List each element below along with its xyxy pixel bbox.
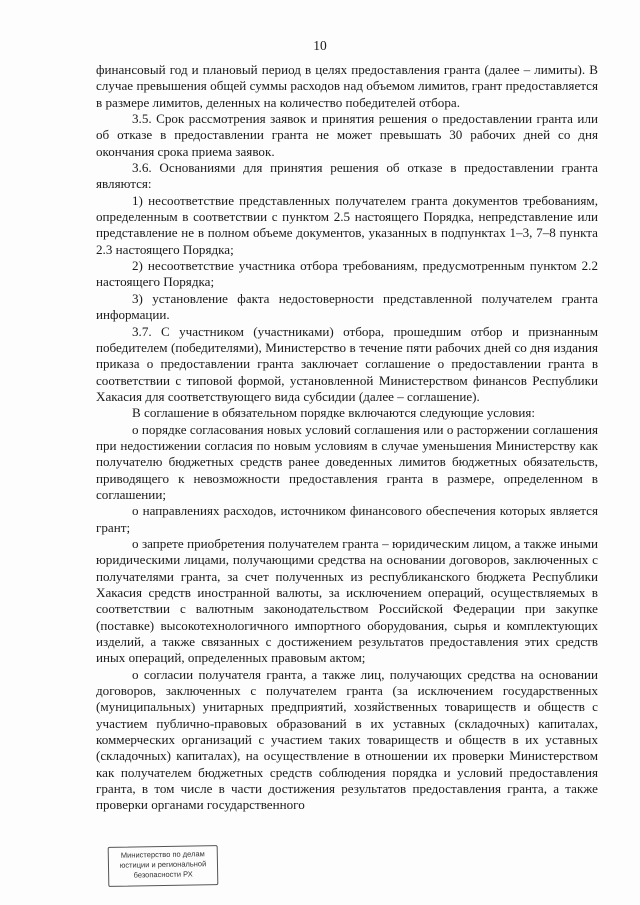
paragraph: 2) несоответствие участника отбора требованиям, предусмотренным пунктом 2.2 настоящего Порядка; [96,258,598,290]
paragraph: о порядке согласования новых условий соглашения или о расторжении соглашения при недостижении согласия по новым условиям в случае уменьшения Министерству как получателю бюджетных средств ранее доведенных лимитов бюджетных обязательств, приводящего к невозможности предоставления гранта в размере, определенном в соглашении; [96,421,598,502]
paragraph: финансовый год и плановый период в целях предоставления гранта (далее – лимиты). В случае превышения общей суммы расходов над объемом лимитов, грант предоставляется в размере лимитов, деленных на количество победителей отбора. [96,62,598,110]
page-number: 10 [313,38,327,53]
stamp-line: безопасности РХ [133,869,193,880]
paragraph: В соглашение в обязательном порядке включаются следующие условия: [132,405,536,421]
paragraph: 3.7. С участником (участниками) отбора, прошедшим отбор и признанным победителем (победителями), Министерство в течение пяти рабочих дней со дня издания приказа о предоставлении гранта заключает соглашение о предоставлении гранта в соответствии с типовой формой, установленной Министерством финансов Республики Хакасия для соответствующего вида субсидии (далее – соглашение). [96,323,598,404]
paragraph: 3) установление факта недостоверности представленной получателем гранта информации. [96,290,598,323]
stamp-line: юстиции и региональной [119,859,207,870]
paragraph: о согласии получателя гранта, а также лиц, получающих средства на основании договоров, заключенных с получателем гранта (за исключением государственных (муниципальных) унитарных предприятий, хозяйственных товариществ и обществ с участием публично-правовых образований в их уставных (складочных) капиталах, коммерческих организаций с участием таких товариществ и обществ в их уставных (складочных) капиталах), на осуществление в отношении их проверки Министерством как получателем бюджетных средств соблюдения порядка и условий предоставления гранта, в том числе в части достижения результатов предоставления гранта, а также проверки органами государственного [96,666,598,813]
document-body [96,62,598,814]
paragraph: о направлениях расходов, источником финансового обеспечения которых является грант; [96,503,598,535]
paragraph: о запрете приобретения получателем гранта – юридическим лицом, а также иными юридическими лицами, получающими средства на основании договоров, заключенных с получателями гранта, за счет полученных из республиканского бюджета Республики Хакасия средств иностранной валюты, за исключением операций, осуществляемых в соответствии с валютным законодательством Российской Федерации при закупке (поставке) высокотехнологичного импортного оборудования, сырья и комплектующих изделий, а также связанных с достижением результатов предоставления этих средств иных операций, определенных правовым актом; [96,535,598,666]
paragraph: 3.5. Срок рассмотрения заявок и принятия решения о предоставлении гранта или об отказе в предоставлении гранта не может превышать 30 рабочих дней со дня окончания срока приема заявок. [96,111,598,159]
paragraph: 3.6. Основаниями для принятия решения об отказе в предоставлении гранта являются: [96,160,598,192]
stamp-line: Министерство по делам [120,849,205,860]
registration-stamp [108,845,219,887]
paragraph: 1) несоответствие представленных получателем гранта документов требованиям, определенным в соответствии с пунктом 2.5 настоящего Порядка, непредставление или представление не в полном объеме документов, указанных в подпунктах 1–3, 7–8 пункта 2.3 настоящего Порядка; [96,192,598,257]
